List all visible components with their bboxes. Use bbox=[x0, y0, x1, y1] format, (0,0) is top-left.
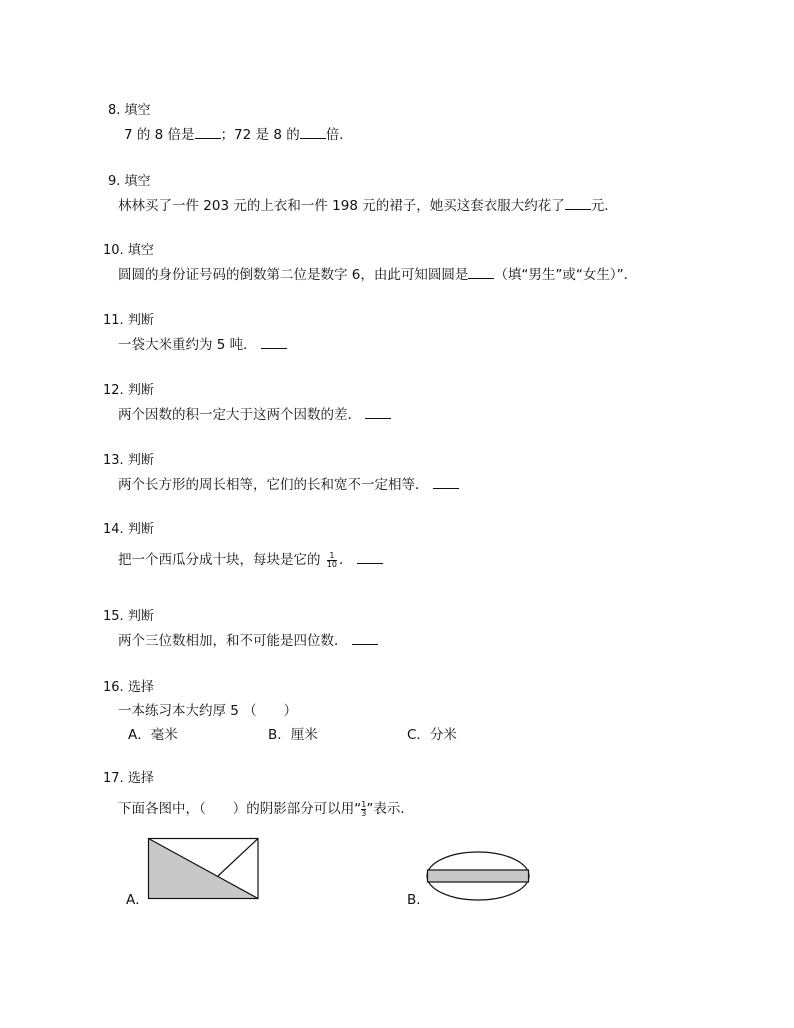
question-number: 12. bbox=[103, 383, 124, 398]
question-number: 11. bbox=[103, 313, 124, 328]
question-11-header bbox=[103, 309, 154, 328]
fraction-numerator: 1 bbox=[361, 799, 367, 809]
answer-blank[interactable] bbox=[195, 126, 221, 139]
question-type: 选择 bbox=[127, 771, 154, 786]
question-text-part: 两个三位数相加，和不可能是四位数． bbox=[118, 633, 348, 649]
fraction bbox=[327, 552, 337, 569]
fraction-denominator: 3 bbox=[361, 808, 367, 818]
question-13-header bbox=[103, 449, 154, 468]
question-type: 判断 bbox=[127, 609, 154, 624]
question-number: 14. bbox=[103, 522, 124, 537]
answer-blank[interactable] bbox=[352, 632, 378, 645]
question-number: 15. bbox=[103, 609, 124, 624]
question-type: 填空 bbox=[127, 243, 154, 258]
question-type: 填空 bbox=[124, 174, 151, 189]
question-type: 判断 bbox=[127, 383, 154, 398]
question-number: 8. bbox=[108, 103, 121, 118]
question-type: 判断 bbox=[127, 313, 154, 328]
question-9-text bbox=[118, 194, 618, 214]
question-14-text bbox=[118, 548, 383, 569]
question-text-part: 7 的 8 倍是 bbox=[124, 127, 195, 143]
question-number: 17. bbox=[103, 771, 124, 786]
question-9-header bbox=[108, 170, 151, 189]
question-type: 判断 bbox=[127, 522, 154, 537]
option-a[interactable]: A．毫米 bbox=[128, 727, 178, 743]
answer-blank[interactable] bbox=[357, 551, 383, 564]
question-17-header bbox=[103, 767, 154, 786]
option-b[interactable]: B．厘米 bbox=[268, 727, 318, 743]
question-type: 选择 bbox=[127, 680, 154, 695]
question-8-header bbox=[108, 99, 151, 118]
question-type: 判断 bbox=[127, 453, 154, 468]
question-number: 9. bbox=[108, 174, 121, 189]
fraction-denominator: 10 bbox=[326, 559, 337, 569]
question-14-header bbox=[103, 518, 154, 537]
question-16-text: 一本练习本大约厚 5 （ ） bbox=[118, 703, 298, 719]
figure-b-ellipse bbox=[426, 851, 530, 901]
question-13-text bbox=[118, 473, 459, 493]
answer-blank[interactable] bbox=[261, 336, 287, 349]
question-text-part: 两个长方形的周长相等，它们的长和宽不一定相等． bbox=[118, 477, 429, 493]
question-11-text bbox=[118, 333, 287, 353]
question-number: 10. bbox=[103, 243, 124, 258]
question-text-part: （填“男生”或“女生）”． bbox=[494, 267, 638, 283]
question-text-part: 林林买了一件 203 元的上衣和一件 198 元的裙子，她买这套衣服大约花了 bbox=[118, 198, 565, 214]
figure-a-rectangle bbox=[148, 838, 259, 899]
option-a[interactable]: A． bbox=[126, 892, 149, 908]
question-10-text bbox=[118, 263, 637, 283]
answer-blank[interactable] bbox=[300, 126, 326, 139]
question-10-header bbox=[103, 239, 154, 258]
question-text-part: 两个因数的积一定大于这两个因数的差． bbox=[118, 407, 361, 423]
question-15-header bbox=[103, 605, 154, 624]
question-text-part: ． bbox=[338, 552, 353, 568]
question-type: 填空 bbox=[124, 103, 151, 118]
question-number: 13. bbox=[103, 453, 124, 468]
answer-blank[interactable] bbox=[565, 197, 591, 210]
question-12-header bbox=[103, 379, 154, 398]
question-text-part: 元． bbox=[590, 198, 618, 214]
question-text-part: 圆圆的身份证号码的倒数第二位是数字 6，由此可知圆圆是 bbox=[118, 267, 469, 283]
question-text-part: 一袋大米重约为 5 吨． bbox=[118, 337, 257, 353]
question-16-header bbox=[103, 676, 154, 695]
option-c[interactable]: C．分米 bbox=[407, 727, 457, 743]
question-text-part: 倍． bbox=[325, 127, 353, 143]
question-text-part: 下面各图中，（ ）的阴影部分可以用“ bbox=[118, 801, 362, 817]
question-text-part: ；72 是 8 的 bbox=[220, 127, 300, 143]
question-15-text bbox=[118, 629, 378, 649]
answer-blank[interactable] bbox=[433, 476, 459, 489]
question-text-part: 把一个西瓜分成十块，每块是它的 bbox=[118, 552, 321, 568]
question-8-text bbox=[124, 123, 353, 143]
fraction-numerator: 1 bbox=[329, 550, 335, 560]
question-12-text bbox=[118, 403, 391, 423]
question-text-part: ”表示． bbox=[366, 801, 414, 817]
answer-blank[interactable] bbox=[365, 406, 391, 419]
option-b[interactable]: B． bbox=[407, 892, 430, 908]
question-17-text bbox=[118, 797, 414, 818]
answer-blank[interactable] bbox=[468, 266, 494, 279]
question-number: 16. bbox=[103, 680, 124, 695]
